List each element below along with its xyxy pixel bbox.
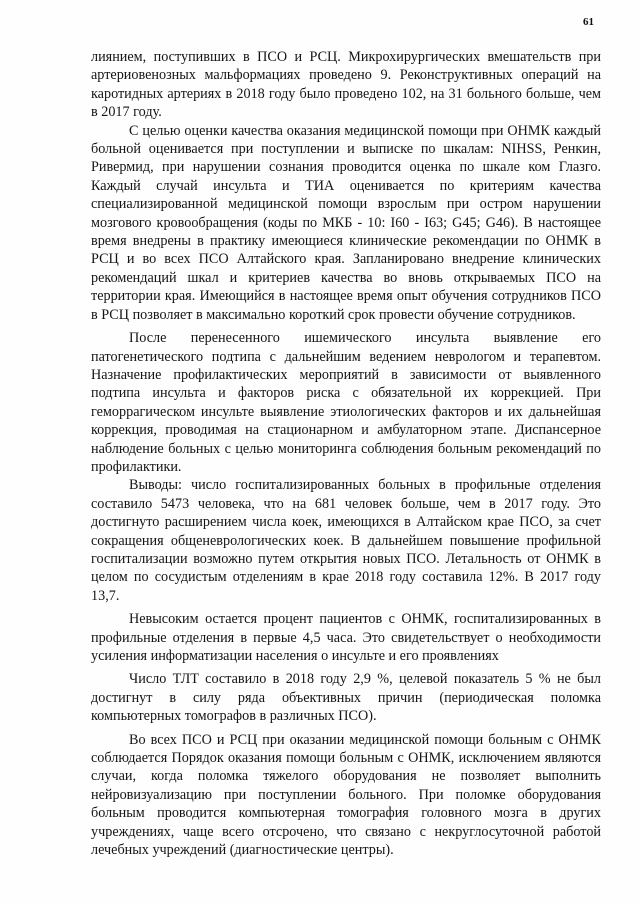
paragraph: С целью оценки качества оказания медицинской помощи при ОНМК каждый больной оценивается при поступлении и выписке по шкалам: NIHSS, Ренкин, Ривермид, при нарушении сознания проводится оценка по шкале ком Глазго. Каждый случай инсульта и ТИА оценивается по критериям качества специализированной медицинской помощи взрослым при остром нарушении мозгового кровообращения (коды по МКБ - 10: I60 - I63; G45; G46). В настоящее время внедрены в практику имеющиеся клинические рекомендации по ОНМК в РСЦ и во всех ПСО Алтайского края. Запланировано внедрение клинических рекомендаций шкал и критериев качества во вновь открываемых ПСО на территории края. Имеющийся в настоящее время опыт обучения сотрудников ПСО в РСЦ позволяет в максимально короткий срок провести обучение сотрудников. xyxy=(91,122,601,323)
paragraph: После перенесенного ишемического инсульта выявление его патогенетического подтипа с дальнейшим ведением неврологом и терапевтом. Назначение профилактических мероприятий в зависимости от выявленного подтипа инсульта и факторов риска с обязательной их коррекцией. При геморрагическом инсульте выявление этиологических факторов и их дальнейшая коррекция, проводимая на стационарном и амбулаторном этапе. Диспансерное наблюдение больных с целью мониторинга соблюдения больным рекомендаций по профилактики. xyxy=(91,330,601,475)
paragraph: Число ТЛТ составило в 2018 году 2,9 %, целевой показатель 5 % не был достигнут в силу ряда объективных причин (периодическая поломка компьютерных томографов в различных ПСО). xyxy=(91,671,601,725)
body-text xyxy=(91,48,601,859)
page-number: 61 xyxy=(583,16,594,28)
paragraph: Во всех ПСО и РСЦ при оказании медицинской помощи больным с ОНМК соблюдается Порядок оказания помощи больным с ОНМК, исключением являются случаи, когда поломка тяжелого оборудования не позволяет выполнить нейровизуализацию при поступлении больного. При поломке оборудования больным проводится компьютерная томография головного мозга в других учреждениях, чаще всего отсрочено, что связано с некруглосуточной работой лечебных учреждений (диагностические центры). xyxy=(91,731,601,859)
paragraph: Невысоким остается процент пациентов с ОНМК, госпитализированных в профильные отделения в первые 4,5 часа. Это свидетельствует о необходимости усиления информатизации населения о инсульте и его проявлениях xyxy=(91,611,601,664)
paragraph: Выводы: число госпитализированных больных в профильные отделения составило 5473 человека, что на 681 человек больше, чем в 2017 году. Это достигнуто расширением числа коек, имеющихся в Алтайском крае ПСО, за счет сокращения общеневрологических коек. В дальнейшем повышение профильной госпитализации возможно путем открытия новых ПСО. Летальность от ОНМК в целом по сосудистым отделениям в крае 2018 году составила 12%. В 2017 году 13,7. xyxy=(91,477,601,604)
paragraph: лиянием, поступивших в ПСО и РСЦ. Микрохирургических вмешательств при артериовенозных мальформациях проведено 9. Реконструктивных операций на каротидных артериях в 2018 году было проведено 102, на 31 больного больше, чем в 2017 году. xyxy=(91,49,601,121)
